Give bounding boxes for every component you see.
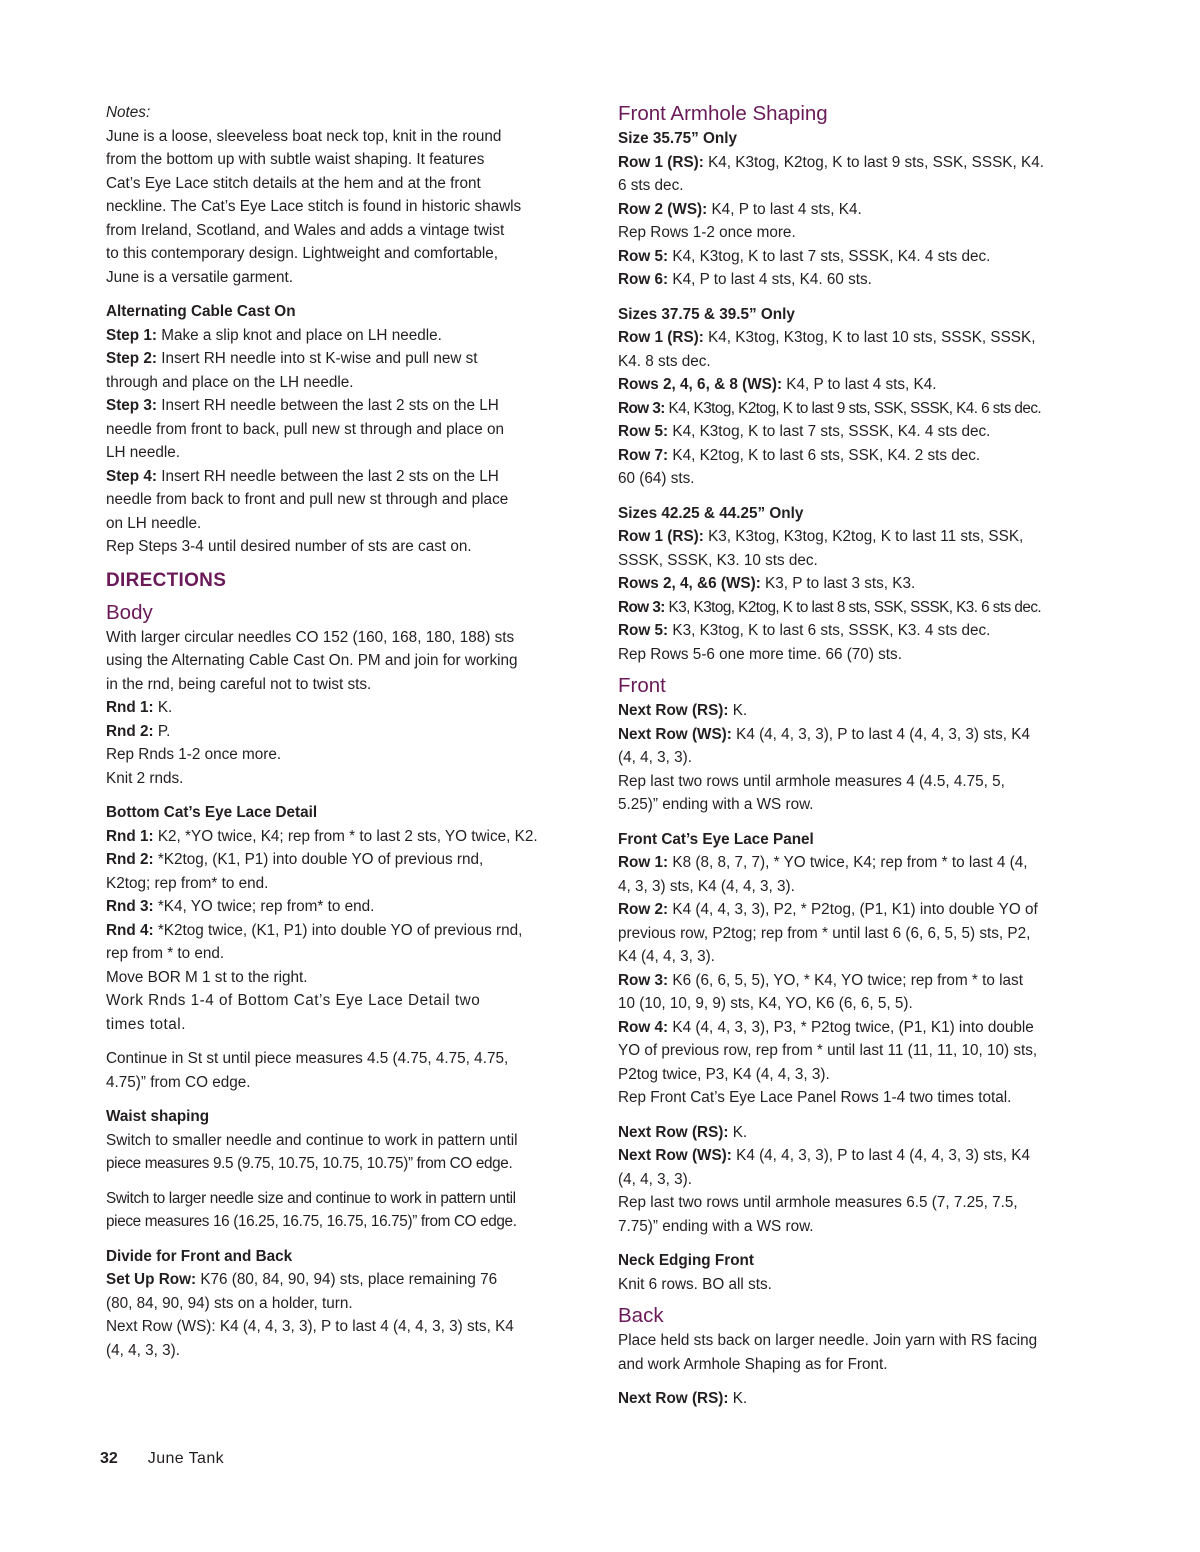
rnd-label: Rnd 2: (106, 851, 154, 868)
front-cont-next-ws (618, 1144, 1102, 1168)
step-label: Step 1: (106, 326, 157, 344)
row-label: Row 3: (618, 598, 665, 616)
rnd-label: Rnd 1: (106, 699, 154, 716)
row-text: (80, 84, 90, 94) sts on a holder, turn. (106, 1294, 353, 1312)
back-heading: Back (618, 1304, 664, 1327)
size2-row-1 (618, 326, 1102, 350)
armhole-heading: Front Armhole Shaping (618, 102, 828, 125)
row-text: K4 (4, 4, 3, 3), P to last 4 (4, 4, 3, 3) sts, K4 (731, 1147, 1031, 1164)
size3-row-1 (618, 525, 1102, 549)
divide-heading: Divide for Front and Back (106, 1247, 293, 1265)
step-label: Step 3: (106, 397, 157, 414)
body-intro-line: using the Alternating Cable Cast On. PM and join for working (106, 652, 518, 669)
row-text: K4 (4, 4, 3, 3), P2, * P2tog, (P1, K1) into double YO of (668, 901, 1038, 918)
row-label: Row 5: (618, 247, 669, 265)
rnd-text: K. (153, 699, 173, 716)
body-rep: Rep Rnds 1-2 once more. (106, 746, 282, 763)
notes-label: Notes: (106, 104, 151, 121)
rnd-text: *K2tog twice, (K1, P1) into double YO of previous rnd, (153, 921, 523, 939)
panel-row-2 (618, 898, 1102, 922)
row-text: K4, P to last 4 sts, K4. (707, 200, 862, 218)
row-text: K4 (4, 4, 3, 3). (618, 948, 715, 965)
back-text: and work Armhole Shaping as for Front. (618, 1355, 888, 1373)
row-text: K4, P to last 4 sts, K4. (782, 376, 937, 393)
row-text: P2tog twice, P3, K4 (4, 4, 3, 3). (618, 1065, 830, 1083)
size1-row-2 (618, 198, 1102, 222)
step-text: on LH needle. (106, 514, 202, 532)
waist-line: piece measures 16 (16.25, 16.75, 16.75, 16.75)” from CO edge. (106, 1213, 517, 1230)
row-label: Set Up Row: (106, 1271, 197, 1288)
row-text: K4. 8 sts dec. (618, 352, 711, 370)
divide-next: Next Row (WS): K4 (4, 4, 3, 3), P to last 4 (4, 4, 3, 3) sts, K4 (106, 1318, 514, 1335)
size-heading: Size 35.75” Only (618, 130, 738, 147)
row-label: Next Row (WS): (618, 725, 732, 743)
waist-line: Switch to smaller needle and continue to work in pattern until (106, 1131, 518, 1149)
body-heading: Body (106, 600, 153, 624)
lace-rnd-4 (106, 919, 586, 943)
size3-row-3 (618, 596, 1102, 620)
row-label: Row 6: (618, 271, 669, 288)
front-next-rs (618, 699, 1102, 723)
lace-work: Work Rnds 1-4 of Bottom Cat’s Eye Lace Detail two (106, 992, 481, 1009)
cast-on-repeat: Rep Steps 3-4 until desired number of sts are cast on. (106, 538, 472, 555)
row-label: Next Row (RS): (618, 1390, 729, 1407)
row-label: Row 2 (WS): (618, 200, 708, 218)
waist-heading: Waist shaping (106, 1108, 210, 1125)
row-label: Row 1 (RS): (618, 153, 704, 171)
row-text: 6 sts dec. (618, 177, 684, 194)
size1-row-1 (618, 151, 1102, 175)
body-intro-line: With larger circular needles CO 152 (160, 168, 180, 188) sts (106, 628, 515, 646)
notes-line: neckline. The Cat’s Eye Lace stitch is found in historic shawls (106, 198, 522, 215)
row-label: Row 3: (618, 971, 669, 989)
rnd-text: *K4, YO twice; rep from* to end. (153, 898, 375, 915)
lace-work: times total. (106, 1015, 186, 1033)
notes-line: Cat’s Eye Lace stitch details at the hem and at the front (106, 174, 481, 192)
row-label: Row 3: (618, 399, 665, 417)
step-text: Make a slip knot and place on LH needle. (157, 326, 442, 344)
body-rnd-1 (106, 696, 586, 720)
notes-line: June is a versatile garment. (106, 268, 294, 286)
row-label: Row 5: (618, 622, 669, 639)
continue-line: Continue in St st until piece measures 4.5 (4.75, 4.75, 4.75, (106, 1050, 509, 1067)
row-label: Rows 2, 4, &6 (WS): (618, 575, 761, 592)
back-text: Place held sts back on larger needle. Join yarn with RS facing (618, 1332, 1038, 1349)
lace-rnd-1 (106, 825, 586, 849)
directions-heading: DIRECTIONS (106, 569, 227, 591)
row-label: Row 2: (618, 901, 669, 918)
cast-on-step-2 (106, 347, 586, 371)
row-text: SSSK, SSSK, K3. 10 sts dec. (618, 551, 818, 569)
row-text: K4, K3tog, K3tog, K to last 10 sts, SSSK, SSSK, (703, 329, 1036, 346)
cast-on-heading: Alternating Cable Cast On (106, 303, 296, 320)
body-intro-line: in the rnd, being careful not to twist sts. (106, 675, 372, 693)
row-label: Row 1 (RS): (618, 329, 704, 346)
row-text: K. (728, 1123, 748, 1141)
size1-row-6 (618, 268, 1102, 292)
row-text: K4, K3tog, K2tog, K to last 9 sts, SSK, SSSK, K4. 6 sts dec. (664, 399, 1042, 417)
notes-line: to this contemporary design. Lightweight and comfortable, (106, 245, 498, 262)
row-text: K4, K3tog, K2tog, K to last 9 sts, SSK, SSSK, K4. (703, 153, 1044, 171)
row-text: (4, 4, 3, 3). (618, 1170, 692, 1188)
notes-line: June is a loose, sleeveless boat neck top, knit in the round (106, 127, 502, 145)
rnd-text: rep from * to end. (106, 945, 225, 962)
step-text: Insert RH needle between the last 2 sts on the LH (157, 467, 499, 485)
lace-detail-heading: Bottom Cat’s Eye Lace Detail (106, 804, 318, 821)
row-text: K4, K3tog, K to last 7 sts, SSSK, K4. 4 sts dec. (668, 423, 991, 440)
size2-row-7 (618, 444, 1102, 468)
row-text: 10 (10, 10, 9, 9) sts, K4, YO, K6 (6, 6, 5, 5). (618, 995, 913, 1012)
waist-line: Switch to larger needle size and continue to work in pattern until (106, 1189, 516, 1207)
front-heading: Front (618, 674, 666, 697)
step-text: needle from front to back, pull new st through and place on (106, 420, 504, 438)
row-text: K4 (4, 4, 3, 3), P to last 4 (4, 4, 3, 3) sts, K4 (731, 725, 1031, 743)
front-rep: 5.25)” ending with a WS row. (618, 796, 814, 813)
front-cont-rep: 7.75)” ending with a WS row. (618, 1217, 814, 1235)
row-text: K3, K3tog, K2tog, K to last 8 sts, SSK, SSSK, K3. 6 sts dec. (664, 598, 1042, 616)
rnd-text: K2tog; rep from* to end. (106, 874, 269, 892)
row-label: Row 4: (618, 1018, 669, 1036)
cast-on-step-3 (106, 394, 586, 418)
row-text: K. (728, 702, 748, 719)
step-label: Step 2: (106, 350, 157, 367)
row-text: K4 (4, 4, 3, 3), P3, * P2tog twice, (P1, K1) into double (668, 1018, 1034, 1036)
step-text: Insert RH needle into st K-wise and pull new st (157, 350, 478, 367)
size-heading: Sizes 42.25 & 44.25” Only (618, 504, 804, 522)
neck-text: Knit 6 rows. BO all sts. (618, 1275, 772, 1293)
lace-rnd-3 (106, 895, 586, 919)
row-label: Next Row (RS): (618, 1123, 729, 1141)
front-rep: Rep last two rows until armhole measures 4 (4.5, 4.75, 5, (618, 772, 1005, 790)
row-label: Row 5: (618, 423, 669, 440)
divide-next: (4, 4, 3, 3). (106, 1341, 180, 1359)
waist-line: piece measures 9.5 (9.75, 10.75, 10.75, 10.75)” from CO edge. (106, 1155, 513, 1172)
front-cont-next-rs (618, 1121, 1102, 1145)
row-label: Row 1 (RS): (618, 528, 704, 545)
notes-line: from the bottom up with subtle waist shaping. It features (106, 151, 485, 168)
row-label: Row 7: (618, 446, 669, 464)
continue-line: 4.75)” from CO edge. (106, 1073, 251, 1091)
row-text: K76 (80, 84, 90, 94) sts, place remaining 76 (196, 1271, 498, 1288)
rnd-label: Rnd 1: (106, 827, 154, 845)
step-text: LH needle. (106, 444, 180, 461)
notes-line: from Ireland, Scotland, and Wales and adds a vintage twist (106, 221, 505, 239)
size-heading: Sizes 37.75 & 39.5” Only (618, 305, 795, 323)
panel-row-4 (618, 1016, 1102, 1040)
row-text: K. (728, 1390, 748, 1407)
row-text: K3, K3tog, K to last 6 sts, SSSK, K3. 4 sts dec. (668, 622, 991, 639)
row-label: Row 1: (618, 854, 669, 871)
rnd-label: Rnd 3: (106, 898, 154, 915)
page-footer (100, 1448, 224, 1470)
size2-total: 60 (64) sts. (618, 470, 695, 487)
row-text: (4, 4, 3, 3). (618, 749, 692, 766)
size2-row-2 (618, 373, 1102, 397)
page-number: 32 (100, 1450, 118, 1467)
row-text: K6 (6, 6, 5, 5), YO, * K4, YO twice; rep from * to last (668, 971, 1023, 989)
cast-on-step-1 (106, 324, 586, 348)
row-label: Next Row (WS): (618, 1147, 732, 1164)
front-cont-rep: Rep last two rows until armhole measures 6.5 (7, 7.25, 7.5, (618, 1194, 1018, 1211)
back-next-rs (618, 1387, 1102, 1411)
size2-row-3 (618, 397, 1102, 421)
cast-on-step-4 (106, 465, 586, 489)
row-text: 4, 3, 3) sts, K4 (4, 4, 3, 3). (618, 877, 795, 895)
lace-panel-heading: Front Cat’s Eye Lace Panel (618, 830, 814, 848)
size1-row-5 (618, 245, 1102, 269)
neck-heading: Neck Edging Front (618, 1252, 754, 1269)
row-text: K4, K2tog, K to last 6 sts, SSK, K4. 2 sts dec. (668, 446, 981, 464)
rnd-text: P. (153, 722, 171, 740)
rnd-label: Rnd 4: (106, 921, 154, 939)
step-text: needle from back to front and pull new st through and place (106, 491, 509, 508)
panel-rep: Rep Front Cat’s Eye Lace Panel Rows 1-4 two times total. (618, 1089, 1012, 1106)
row-text: YO of previous row, rep from * until last 11 (11, 11, 10, 10) sts, (618, 1042, 1038, 1059)
size3-rep: Rep Rows 5-6 one more time. 66 (70) sts. (618, 645, 902, 663)
right-column (618, 101, 1102, 1411)
lace-move: Move BOR M 1 st to the right. (106, 968, 308, 986)
row-label: Next Row (RS): (618, 702, 729, 719)
body-rnd-2 (106, 720, 586, 744)
row-text: previous row, P2tog; rep from * until last 6 (6, 6, 5, 5) sts, P2, (618, 924, 1031, 942)
row-text: K3, P to last 3 sts, K3. (760, 575, 916, 592)
size3-row-2 (618, 572, 1102, 596)
rnd-text: *K2tog, (K1, P1) into double YO of previous rnd, (153, 851, 484, 868)
size2-row-5 (618, 420, 1102, 444)
row-label: Rows 2, 4, 6, & 8 (WS): (618, 376, 783, 393)
row-text: K8 (8, 8, 7, 7), * YO twice, K4; rep from * to last 4 (4, (668, 854, 1028, 871)
panel-row-3 (618, 969, 1102, 993)
divide-setup (106, 1268, 586, 1292)
rnd-label: Rnd 2: (106, 722, 154, 740)
panel-row-1 (618, 851, 1102, 875)
row-text: K4, P to last 4 sts, K4. 60 sts. (668, 271, 872, 288)
body-knit: Knit 2 rnds. (106, 769, 184, 787)
left-column (106, 101, 586, 1362)
front-next-ws (618, 723, 1102, 747)
row-text: K3, K3tog, K3tog, K2tog, K to last 11 sts, SSK, (703, 528, 1024, 545)
footer-title: June Tank (147, 1450, 225, 1467)
step-text: Insert RH needle between the last 2 sts on the LH (157, 397, 499, 414)
lace-rnd-2 (106, 848, 586, 872)
rnd-text: K2, *YO twice, K4; rep from * to last 2 sts, YO twice, K2. (153, 827, 538, 845)
step-text: through and place on the LH needle. (106, 373, 354, 391)
size1-rep: Rep Rows 1-2 once more. (618, 224, 796, 241)
size3-row-5 (618, 619, 1102, 643)
step-label: Step 4: (106, 467, 157, 485)
row-text: K4, K3tog, K to last 7 sts, SSSK, K4. 4 sts dec. (668, 247, 991, 265)
